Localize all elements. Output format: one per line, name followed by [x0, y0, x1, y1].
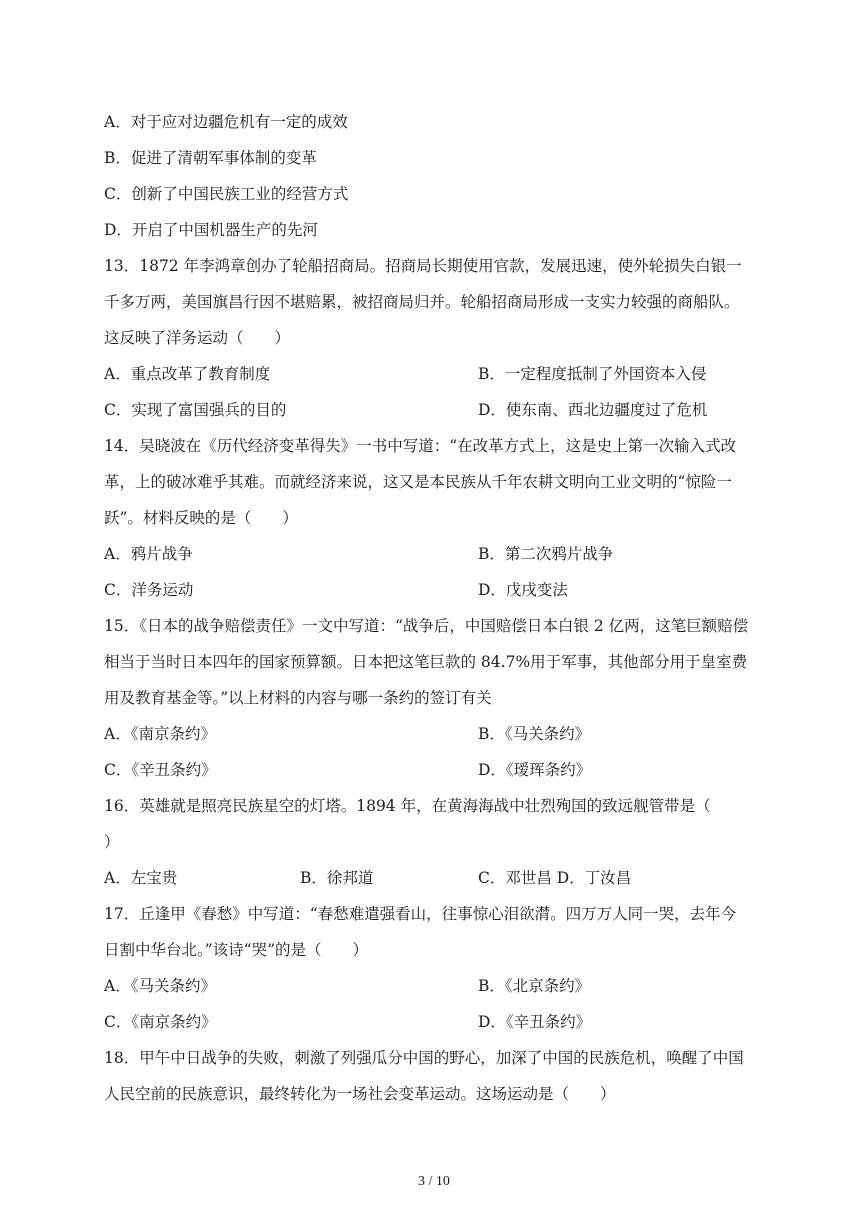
q15-option-b: B．《马关条约》: [478, 725, 591, 743]
q18-stem-line-1: 18．甲午中日战争的失败，刺激了列强瓜分中国的野心，加深了中国的民族危机，唤醒了中国: [104, 1049, 744, 1067]
q17-stem-line-2: 日割中华台北。”该诗“哭”的是（ ）: [104, 941, 369, 959]
q16-option-b: B．徐邦道: [300, 869, 374, 887]
q12-option-d: D．开启了中国机器生产的先河: [104, 221, 318, 239]
q15-stem-line-2: 相当于当时日本四年的国家预算额。日本把这笔巨款的 84.7%用于军事，其他部分用于皇室费: [104, 653, 748, 671]
q13-option-d: D．使东南、西北边疆度过了危机: [478, 401, 708, 419]
q14-stem-line-1: 14．吴晓波在《历代经济变革得失》一书中写道：“在改革方式上，这是史上第一次输入式改: [104, 437, 737, 455]
q14-stem-line-2: 革，上的破冰难乎其难。而就经济来说，这又是本民族从千年农耕文明向工业文明的“惊险一: [104, 473, 732, 491]
q14-stem-line-3: 跃”。材料反映的是（ ）: [104, 509, 298, 527]
q17-option-d: D．《辛丑条约》: [478, 1013, 592, 1031]
q12-option-a: A．对于应对边疆危机有一定的成效: [104, 113, 348, 131]
q15-stem-line-3: 用及教育基金等。”以上材料的内容与哪一条约的签订有关: [104, 689, 492, 707]
q17-option-a: A．《马关条约》: [104, 977, 216, 995]
q17-option-b: B．《北京条约》: [478, 977, 591, 995]
q15-option-c: C．《辛丑条约》: [104, 761, 217, 779]
q14-option-d: D．戊戌变法: [478, 581, 568, 599]
q16-option-c-d: C．邓世昌 D．丁汝昌: [478, 869, 632, 887]
q16-option-a: A．左宝贵: [104, 869, 178, 887]
q15-option-a: A．《南京条约》: [104, 725, 216, 743]
q13-stem-line-2: 千多万两，美国旗昌行因不堪赔累，被招商局归并。轮船招商局形成一支实力较强的商船队。: [104, 293, 740, 311]
q12-option-c: C．创新了中国民族工业的经营方式: [104, 185, 349, 203]
q14-option-c: C．洋务运动: [104, 581, 194, 599]
q13-stem-line-3: 这反映了洋务运动（ ）: [104, 329, 291, 347]
q13-stem-line-1: 13．1872 年李鸿章创办了轮船招商局。招商局长期使用官款，发展迅速，使外轮损失白银一: [104, 257, 742, 275]
q13-option-a: A．重点改革了教育制度: [104, 365, 271, 383]
q15-option-d: D．《瑷珲条约》: [478, 761, 592, 779]
q16-stem-line-1: 16．英雄就是照亮民族星空的灯塔。1894 年，在黄海海战中壮烈殉国的致远舰管带是（: [104, 797, 711, 815]
q16-stem-line-2: ）: [104, 833, 120, 851]
q15-stem-line-1: 15．《日本的战争赔偿责任》一文中写道：“战争后，中国赔偿日本白银 2 亿两，这笔巨额赔偿: [104, 617, 749, 635]
q13-option-b: B．一定程度抵制了外国资本入侵: [478, 365, 707, 383]
page-number: 3 / 10: [418, 1174, 450, 1189]
q14-option-b: B．第二次鸦片战争: [478, 545, 614, 563]
q14-option-a: A．鸦片战争: [104, 545, 193, 563]
q18-stem-line-2: 人民空前的民族意识，最终转化为一场社会变革运动。这场运动是（ ）: [104, 1085, 616, 1103]
q17-stem-line-1: 17．丘逢甲《春愁》中写道：“春愁难遣强看山，往事惊心泪欲潸。四万万人同一哭，去年今: [104, 905, 737, 923]
q12-option-b: B．促进了清朝军事体制的变革: [104, 149, 317, 167]
q17-option-c: C．《南京条约》: [104, 1013, 217, 1031]
q13-option-c: C．实现了富国强兵的目的: [104, 401, 287, 419]
